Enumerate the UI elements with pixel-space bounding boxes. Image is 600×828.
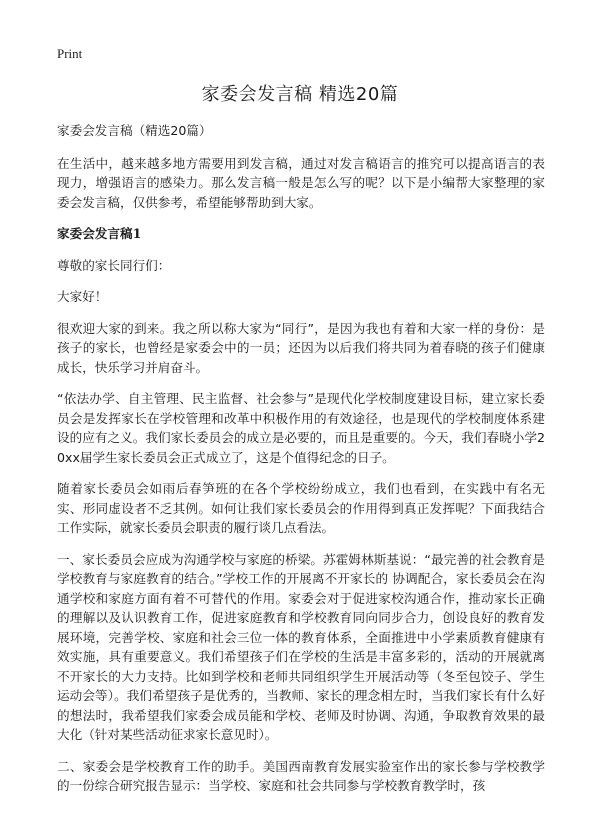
greeting-paragraph: 大家好！	[57, 289, 108, 304]
page-title: 家委会发言稿 精选20篇	[201, 84, 399, 105]
body-paragraph: 一、家长委员会应成为沟通学校与家庭的桥梁。苏霍姆林斯基说：“最完善的社会教育是学校教育与家庭教育的结合。”学校工作的开展离不开家长的 协调配合，家长委员会在沟通学校和家庭方面有着不可替代的作用。家委会对于促进家校沟通合作，推动家长正确的理解以及认识教育工作，促进家庭教育和学校教育同向同步合力，创设良好的教育发展环境，完善学校、家庭和社会三位一体的教育体系，全面推进中小学素质教育健康有效实施，具有重要意义。我们希望孩子们在学校的生活是丰富多彩的，活动的开展就离不开家长的大力支持。比如到学校和老师共同组织学生开展活动等（冬至包饺子、学生运动会等）。我们希望孩子是优秀的，当教师、家长的理念相左时，当我们家长有什么好的想法时，我希望我们家委会成员能和学校、老师及时协调、沟通，争取教育效果的最大化（针对某些活动征求家长意见时）。	[57, 551, 545, 742]
article-body	[57, 121, 545, 808]
article-subtitle: 家委会发言稿（精选20篇）	[57, 123, 212, 138]
intro-paragraph: 在生活中，越来越多地方需要用到发言稿，通过对发言稿语言的推究可以提高语言的表现力，增强语言的感染力。那么发言稿一般是怎么写的呢？以下是小编帮大家整理的家委会发言稿，仅供参考，希望能够帮助到大家。	[57, 155, 545, 210]
body-paragraph: 很欢迎大家的到来。我之所以称大家为“同行”，是因为我也有着和大家一样的身份：是孩子的家长，也曾经是家委会中的一员；还因为以后我们将共同为着春晓的孩子们健康成长，快乐学习并肩奋斗。	[57, 320, 545, 375]
body-paragraph: 随着家长委员会如雨后春笋班的在各个学校纷纷成立，我们也看到，在实践中有名无实、形同虚设者不乏其例。如何让我们家长委员会的作用得到真正发挥呢？下面我结合工作实际，就家长委员会职责的履行谈几点看法。	[57, 481, 545, 535]
section-heading: 家委会发言稿1	[57, 226, 142, 241]
body-paragraph: 二、家委会是学校教育工作的助手。美国西南教育发展实验室作出的家长参与学校教学的一份综合研究报告显示：当学校、家庭和社会共同参与学校教育教学时，孩	[57, 758, 545, 793]
salutation-paragraph: 尊敬的家长同行们：	[57, 257, 171, 273]
body-paragraph: “依法办学、自主管理、民主监督、社会参与”是现代化学校制度建设目标，建立家长委员会是发挥家长在学校管理和改革中积极作用的有效途径，也是现代的学校制度体系建设的应有之义。我们家长委员会的成立是必要的，而且是重要的。今天，我们春晓小学20xx届学生家长委员会正式成立了，这是个值得纪念的日子。	[57, 391, 545, 465]
print-link[interactable]: Print	[57, 46, 83, 61]
